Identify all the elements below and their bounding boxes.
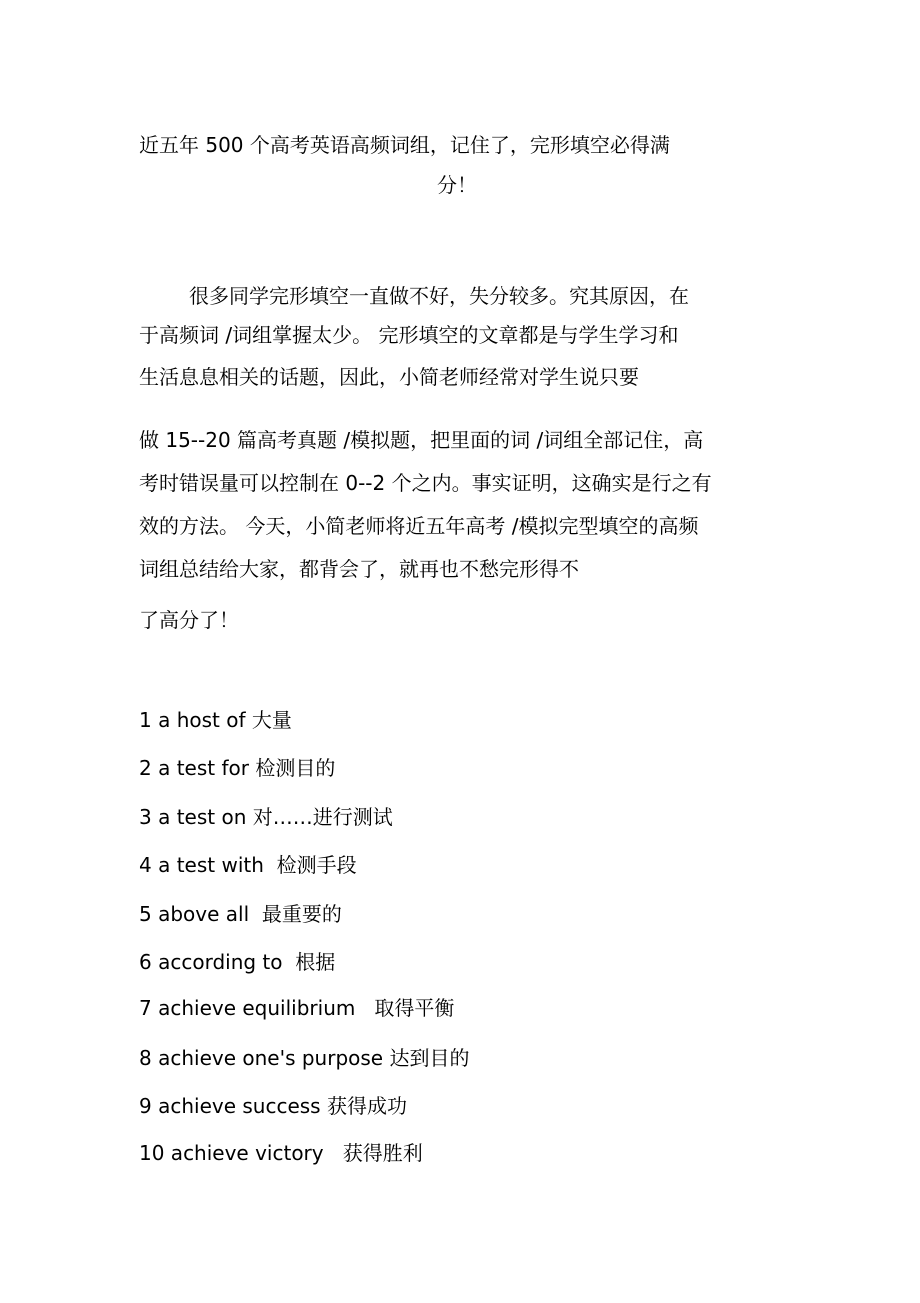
document-title-line-1: 近五年 500 个高考英语高频词组，记住了，完形填空必得满 <box>139 133 670 157</box>
phrase-list-item: 8 achieve one's purpose 达到目的 <box>139 1046 470 1070</box>
phrase-list-item: 5 above all 最重要的 <box>139 902 342 926</box>
phrase-list-item: 6 according to 根据 <box>139 950 336 974</box>
phrase-list-item: 1 a host of 大量 <box>139 708 292 732</box>
phrase-list-item: 9 achieve success 获得成功 <box>139 1094 407 1118</box>
intro-paragraph-line: 做 15--20 篇高考真题 /模拟题，把里面的词 /词组全部记住，高 <box>139 428 704 452</box>
phrase-list-item: 4 a test with 检测手段 <box>139 853 357 877</box>
intro-paragraph-line: 生活息息相关的话题，因此，小简老师经常对学生说只要 <box>139 365 639 389</box>
intro-paragraph-line: 考时错误量可以控制在 0--2 个之内。事实证明，这确实是行之有 <box>139 471 712 495</box>
intro-paragraph-line: 效的方法。 今天，小简老师将近五年高考 /模拟完型填空的高频 <box>139 514 699 538</box>
intro-paragraph-line: 于高频词 /词组掌握太少。 完形填空的文章都是与学生学习和 <box>139 323 679 347</box>
document-title-line-2: 分！ <box>437 173 477 197</box>
phrase-list-item: 2 a test for 检测目的 <box>139 756 336 780</box>
phrase-list-item: 10 achieve victory 获得胜利 <box>139 1141 423 1165</box>
phrase-list-item: 7 achieve equilibrium 取得平衡 <box>139 996 455 1020</box>
intro-paragraph-line: 很多同学完形填空一直做不好，失分较多。究其原因，在 <box>189 284 689 308</box>
intro-paragraph-line: 词组总结给大家，都背会了，就再也不愁完形得不 <box>139 557 579 581</box>
phrase-list-item: 3 a test on 对……进行测试 <box>139 805 393 829</box>
intro-paragraph-line: 了高分了！ <box>139 608 239 632</box>
